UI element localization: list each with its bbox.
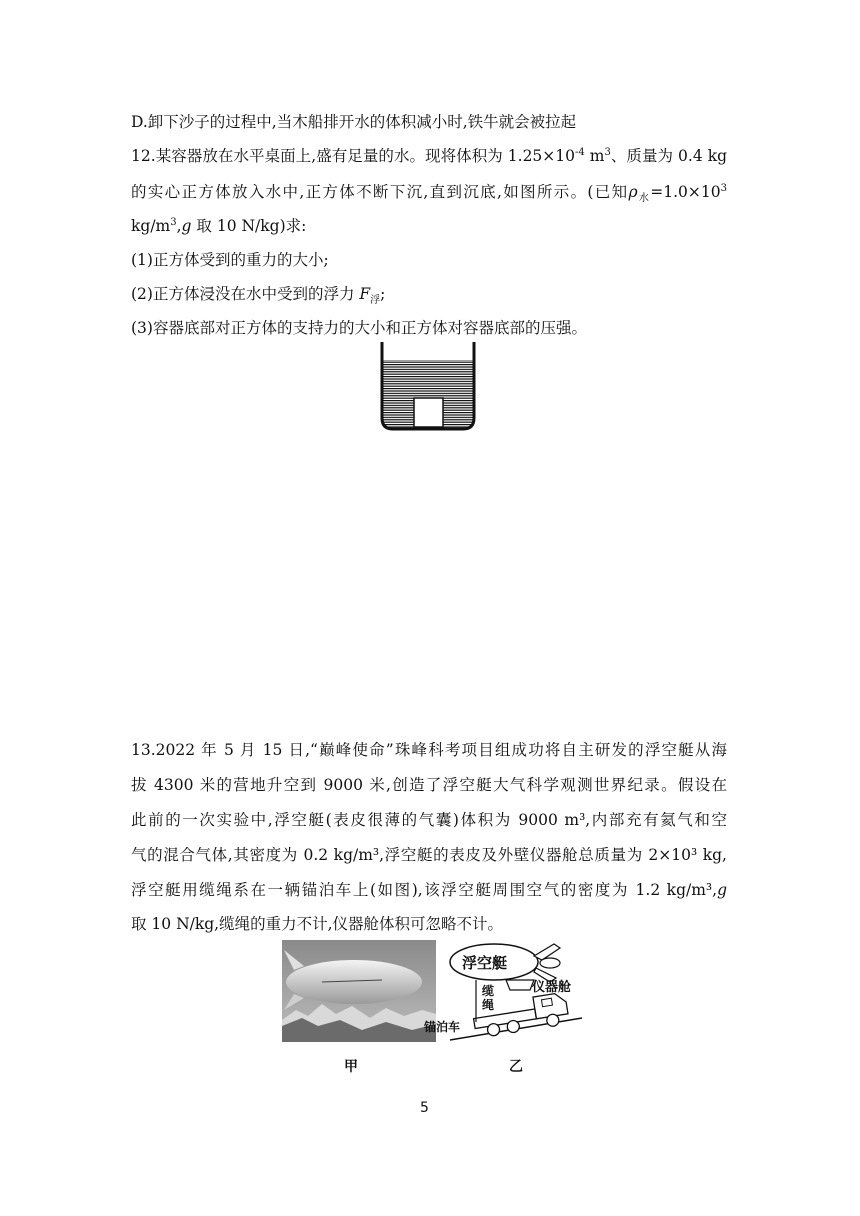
airship-photo [282, 940, 436, 1042]
label-truck: 锚泊车 [424, 1020, 461, 1034]
q12-rho-sub: 水 [637, 193, 651, 205]
q13-line-3: 此前的一次实验中,浮空艇(表皮很薄的气囊)体积为 9000 m³,内部充有氦气和空 [131, 811, 727, 829]
q12-line-1 [131, 146, 727, 166]
cube [414, 398, 443, 427]
q12-l2-exp: 3 [720, 182, 727, 194]
q12-l1c: 、质量为 0.4 kg [610, 147, 728, 165]
q12-l3-exp: 3 [170, 216, 177, 228]
q13-line-4: 气的混合气体,其密度为 0.2 kg/m³,浮空艇的表皮及外壁仪器舱总质量为 2×10³ kg, [131, 846, 727, 864]
q12-F-sub: 浮 [370, 295, 381, 307]
airship-hull [286, 960, 422, 1004]
q11-option-d: D.卸下沙子的过程中,当木船排开水的体积减小时,铁牛就会被拉起 [131, 113, 577, 131]
q12-p2a: (2)正方体浸没在水中受到的浮力 [131, 285, 360, 303]
q12-l2a: 的实心正方体放入水中,正方体不断下沉,直到沉底,如图所示。(已知 [131, 183, 629, 201]
q13-line-5 [131, 880, 727, 900]
q13-line-6: 取 10 N/kg,缆绳的重力不计,仪器舱体积可忽略不计。 [131, 915, 504, 933]
q12-l1-exp2: 3 [604, 146, 611, 158]
label-cabin: 仪器舱 [532, 980, 572, 995]
q13-l5a: 浮空艇用缆绳系在一辆锚泊车上(如图),该浮空艇周围空气的密度为 1.2 kg/m³, [131, 881, 718, 899]
q12-line-2 [131, 182, 727, 205]
q12-l2b: =1.0×10 [650, 183, 721, 201]
page-number: 5 [420, 1100, 429, 1116]
q12-l3c: 取 10 N/kg)求: [191, 217, 307, 235]
q12-part-3: (3)容器底部对正方体的支持力的大小和正方体对容器底部的压强。 [131, 319, 587, 337]
container-figure [378, 340, 478, 432]
q13-line-2: 拔 4300 米的营地升空到 9000 米,创造了浮空艇大气科学观测世界纪录。假设在 [131, 776, 727, 794]
q12-l3a: kg/m [131, 217, 171, 235]
q12-l3b: , [176, 217, 182, 235]
q12-p2b: ; [380, 285, 386, 303]
q12-line-3 [131, 216, 306, 236]
q12-l1a: 12.某容器放在水平桌面上,盛有足量的水。现将体积为 1.25×10 [131, 147, 576, 165]
q12-rho: ρ [628, 183, 638, 201]
diagram-cabin [506, 980, 534, 990]
q12-F: F [359, 285, 371, 303]
caption-yi: 乙 [509, 1059, 523, 1075]
caption-jia: 甲 [344, 1059, 358, 1075]
q13-g: g [717, 881, 727, 899]
q12-l1b: m [584, 147, 605, 165]
q13-line-1: 13.2022 年 5 月 15 日,“巅峰使命”珠峰科考项目组成功将自主研发的浮空艇从海 [131, 741, 727, 759]
q12-part-2 [131, 284, 386, 307]
q12-part-1: (1)正方体受到的重力的大小; [131, 251, 329, 269]
q12-l1-exp: -4 [575, 146, 585, 158]
label-airship: 浮空艇 [462, 954, 508, 972]
label-cable: 缆绳 [482, 984, 495, 1012]
q12-g: g [181, 217, 192, 235]
